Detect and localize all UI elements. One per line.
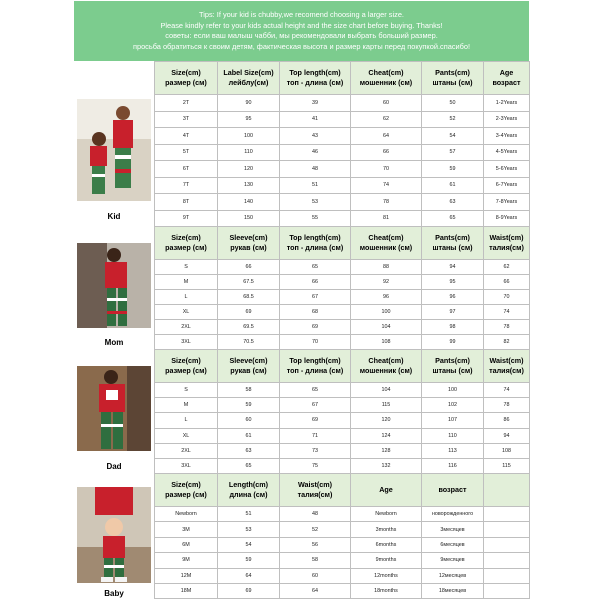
table-cell: 62 [351, 111, 422, 128]
table-cell: 70 [351, 161, 422, 178]
table-cell: 100 [218, 128, 280, 145]
table-cell: 59 [422, 161, 484, 178]
table-cell [484, 507, 530, 522]
table-cell: S [155, 260, 218, 275]
column-header-line: Top length(cm) [289, 68, 341, 77]
table-row [155, 144, 530, 161]
dad-section [74, 349, 529, 473]
table-row [155, 583, 530, 598]
table-cell: 95 [218, 111, 280, 128]
table-cell: 3месяцев [422, 522, 484, 537]
table-cell: 8-9Years [484, 210, 530, 227]
table-cell: 7-8Years [484, 194, 530, 211]
table-cell: 60 [351, 95, 422, 112]
table-cell: 115 [351, 398, 422, 413]
table-row [155, 335, 530, 350]
table-cell: 65 [280, 383, 351, 398]
table-cell: 2-3Years [484, 111, 530, 128]
tip-line-3: советы: если ваш малыш чабби, мы рекомендовали выбрать больший размер. [165, 31, 438, 40]
table-cell: 58 [280, 553, 351, 568]
column-header-line: размер (см) [165, 490, 207, 499]
column-header [280, 350, 351, 383]
mom-photo [77, 243, 151, 328]
table-cell: 58 [218, 383, 280, 398]
table-cell: 2XL [155, 443, 218, 458]
column-header [422, 227, 484, 260]
header-row [155, 62, 530, 95]
table-row [155, 210, 530, 227]
table-cell: S [155, 383, 218, 398]
table-cell: 120 [351, 413, 422, 428]
column-header-line: рукав (см) [230, 243, 267, 252]
table-cell: 97 [422, 305, 484, 320]
table-cell: 39 [280, 95, 351, 112]
table-cell: Newborn [155, 507, 218, 522]
table-cell: 64 [218, 568, 280, 583]
table-cell: 140 [218, 194, 280, 211]
column-header-line: талия(см) [489, 366, 524, 375]
table-cell: 48 [280, 507, 351, 522]
column-header [351, 227, 422, 260]
table-cell: 100 [351, 305, 422, 320]
column-header [422, 350, 484, 383]
column-header-line: Top length(cm) [289, 356, 341, 365]
table-cell: 104 [351, 320, 422, 335]
table-cell: 41 [280, 111, 351, 128]
table-cell: 8T [155, 194, 218, 211]
table-cell: 100 [422, 383, 484, 398]
tip-line-2: Please kindly refer to your kids actual height and the size chart before buying. Thanks! [160, 20, 443, 30]
table-cell: 55 [280, 210, 351, 227]
column-header-line: Waist(cm) [489, 233, 524, 242]
table-cell: 51 [280, 177, 351, 194]
table-cell: XL [155, 305, 218, 320]
table-cell: 104 [351, 383, 422, 398]
table-cell: 61 [422, 177, 484, 194]
column-header-line: Age [379, 485, 393, 494]
column-header [155, 474, 218, 507]
column-header [280, 62, 351, 95]
column-header [351, 350, 422, 383]
column-header [280, 474, 351, 507]
table-cell: 78 [351, 194, 422, 211]
column-header-line: Size(cm) [171, 68, 201, 77]
table-row [155, 507, 530, 522]
table-cell: 2XL [155, 320, 218, 335]
table-cell: 50 [422, 95, 484, 112]
table-cell: 69.5 [218, 320, 280, 335]
baby-photo [77, 487, 151, 583]
baby-size-table [154, 473, 530, 599]
column-header-line: Cheat(cm) [368, 233, 404, 242]
table-cell: 5-6Years [484, 161, 530, 178]
table-cell: 81 [351, 210, 422, 227]
column-header [155, 62, 218, 95]
column-header-line: Sleeve(cm) [229, 356, 268, 365]
table-cell: 86 [484, 413, 530, 428]
table-row [155, 428, 530, 443]
table-cell: L [155, 413, 218, 428]
table-row [155, 275, 530, 290]
table-row [155, 522, 530, 537]
column-header-line: Sleeve(cm) [229, 233, 268, 242]
column-header-line: возраст [438, 485, 467, 494]
column-header [280, 227, 351, 260]
table-cell: 12months [351, 568, 422, 583]
table-cell: 75 [280, 458, 351, 473]
table-cell: 74 [484, 305, 530, 320]
size-chart [74, 1, 529, 599]
table-cell: 65 [280, 260, 351, 275]
header-row [155, 474, 530, 507]
table-cell: 107 [422, 413, 484, 428]
table-cell: 96 [422, 290, 484, 305]
table-cell: 69 [280, 320, 351, 335]
table-cell: L [155, 290, 218, 305]
table-cell: 53 [280, 194, 351, 211]
column-header-line: Label Size(cm) [223, 68, 274, 77]
table-row [155, 537, 530, 552]
column-header-line: Cheat(cm) [368, 356, 404, 365]
table-row [155, 568, 530, 583]
table-cell: 73 [280, 443, 351, 458]
table-cell: 59 [218, 553, 280, 568]
table-row [155, 553, 530, 568]
table-cell: 66 [280, 275, 351, 290]
table-cell: 82 [484, 335, 530, 350]
table-cell: 53 [218, 522, 280, 537]
table-cell: 52 [280, 522, 351, 537]
table-cell: 3XL [155, 335, 218, 350]
table-cell: 6-7Years [484, 177, 530, 194]
table-cell [484, 537, 530, 552]
table-row [155, 458, 530, 473]
table-cell: 4-5Years [484, 144, 530, 161]
table-cell: 70.5 [218, 335, 280, 350]
table-cell: 60 [280, 568, 351, 583]
mom-size-table [154, 226, 530, 350]
column-header [484, 62, 530, 95]
column-header-line: мошенник (см) [359, 366, 413, 375]
table-cell: Newborn [351, 507, 422, 522]
column-header-line: штаны (см) [432, 78, 473, 87]
table-cell: 108 [351, 335, 422, 350]
table-cell: 56 [280, 537, 351, 552]
table-cell: 64 [280, 583, 351, 598]
table-cell: XL [155, 428, 218, 443]
table-cell: 12месяцев [422, 568, 484, 583]
baby-caption: Baby [104, 589, 124, 598]
table-cell: 69 [218, 583, 280, 598]
table-cell: 3XL [155, 458, 218, 473]
table-row [155, 177, 530, 194]
table-cell: 57 [422, 144, 484, 161]
table-cell: 124 [351, 428, 422, 443]
table-cell: 98 [422, 320, 484, 335]
table-row [155, 305, 530, 320]
column-header [351, 62, 422, 95]
column-header-line: Waist(cm) [489, 356, 524, 365]
column-header-line: Cheat(cm) [368, 68, 404, 77]
table-row [155, 194, 530, 211]
column-header [155, 227, 218, 260]
column-header-line: длина (см) [229, 490, 268, 499]
table-cell: 67 [280, 290, 351, 305]
table-cell: 95 [422, 275, 484, 290]
table-cell: 65 [422, 210, 484, 227]
table-cell: 120 [218, 161, 280, 178]
column-header-line: размер (см) [165, 78, 207, 87]
column-header-line: Waist(cm) [297, 480, 333, 489]
column-header [351, 474, 422, 507]
column-header-line: талия(см) [489, 243, 524, 252]
table-cell: 66 [484, 275, 530, 290]
table-cell: 3T [155, 111, 218, 128]
table-cell: 51 [218, 507, 280, 522]
table-cell: 94 [422, 260, 484, 275]
table-cell: M [155, 275, 218, 290]
column-header [218, 474, 280, 507]
table-row [155, 383, 530, 398]
header-row [155, 350, 530, 383]
table-cell: 94 [484, 428, 530, 443]
table-cell: 90 [218, 95, 280, 112]
table-row [155, 320, 530, 335]
table-cell: 63 [218, 443, 280, 458]
table-cell: 78 [484, 398, 530, 413]
header-row [155, 227, 530, 260]
table-cell: 128 [351, 443, 422, 458]
mom-caption: Mom [104, 338, 124, 347]
table-cell: 18месяцев [422, 583, 484, 598]
table-cell: 3-4Years [484, 128, 530, 145]
kid-section [74, 61, 529, 226]
tips-banner [74, 1, 529, 61]
tip-line-1: Tips: If your kid is chubby,we recomend choosing a larger size. [199, 10, 404, 19]
table-cell: 150 [218, 210, 280, 227]
table-cell: 2T [155, 95, 218, 112]
table-cell: 108 [484, 443, 530, 458]
column-header-line: возраст [492, 78, 521, 87]
column-header-line: мошенник (см) [359, 78, 413, 87]
table-cell: 74 [484, 383, 530, 398]
table-cell: 9месяцев [422, 553, 484, 568]
tip-line-4: просьба обратиться к своим детям, фактическая высота и размер карты перед покупкой.спасибо! [132, 41, 471, 51]
table-cell: 71 [280, 428, 351, 443]
table-cell: 78 [484, 320, 530, 335]
table-cell: 88 [351, 260, 422, 275]
table-row [155, 111, 530, 128]
table-cell: 63 [422, 194, 484, 211]
table-row [155, 413, 530, 428]
column-header-line: штаны (см) [432, 366, 473, 375]
column-header-line: мошенник (см) [359, 243, 413, 252]
column-header-line: размер (см) [165, 243, 207, 252]
table-cell [484, 568, 530, 583]
table-cell: 6месяцев [422, 537, 484, 552]
kid-photo [77, 99, 151, 201]
table-cell: 9T [155, 210, 218, 227]
table-cell: 102 [422, 398, 484, 413]
dad-caption: Dad [106, 462, 122, 471]
table-cell: 60 [218, 413, 280, 428]
table-cell: 68.5 [218, 290, 280, 305]
table-row [155, 128, 530, 145]
table-cell: 6T [155, 161, 218, 178]
table-cell: 7T [155, 177, 218, 194]
table-cell: 3months [351, 522, 422, 537]
column-header-line: Size(cm) [171, 233, 201, 242]
column-header [484, 227, 530, 260]
column-header [218, 350, 280, 383]
table-cell: 66 [218, 260, 280, 275]
table-cell: 6M [155, 537, 218, 552]
table-cell: 46 [280, 144, 351, 161]
column-header-line: талия(см) [297, 490, 333, 499]
table-cell: 99 [422, 335, 484, 350]
column-header-line: Age [499, 68, 514, 77]
column-header-line: Size(cm) [171, 480, 201, 489]
column-header [484, 350, 530, 383]
table-cell: 67 [280, 398, 351, 413]
table-cell [484, 522, 530, 537]
table-cell: 66 [351, 144, 422, 161]
table-cell: 116 [422, 458, 484, 473]
column-header-line: размер (см) [165, 366, 207, 375]
table-cell: 69 [280, 413, 351, 428]
table-cell: 113 [422, 443, 484, 458]
table-row [155, 95, 530, 112]
column-header-line: топ - длина (см) [286, 366, 344, 375]
column-header-line: Top length(cm) [289, 233, 341, 242]
column-header-line: штаны (см) [432, 243, 473, 252]
table-cell: 68 [280, 305, 351, 320]
table-cell [484, 553, 530, 568]
column-header [218, 62, 280, 95]
table-cell: 64 [351, 128, 422, 145]
dad-size-table [154, 349, 530, 474]
column-header-line: топ - длина (см) [286, 243, 344, 252]
table-cell: новорожденного [422, 507, 484, 522]
table-cell: 110 [422, 428, 484, 443]
table-cell: 74 [351, 177, 422, 194]
table-cell: 9months [351, 553, 422, 568]
table-row [155, 260, 530, 275]
table-cell: 70 [484, 290, 530, 305]
table-cell: 54 [422, 128, 484, 145]
column-header-line: Pants(cm) [435, 356, 470, 365]
column-header-line: Length(cm) [228, 480, 269, 489]
table-row [155, 161, 530, 178]
table-cell: 5T [155, 144, 218, 161]
table-cell: M [155, 398, 218, 413]
dad-photo [77, 366, 151, 451]
column-header-line: лейблу(см) [228, 78, 269, 87]
column-header-line: Pants(cm) [435, 68, 470, 77]
table-cell: 110 [218, 144, 280, 161]
table-row [155, 443, 530, 458]
table-cell: 130 [218, 177, 280, 194]
table-cell: 1-2Years [484, 95, 530, 112]
table-cell: 18months [351, 583, 422, 598]
table-cell: 132 [351, 458, 422, 473]
table-cell: 67.5 [218, 275, 280, 290]
kid-caption: Kid [107, 212, 121, 221]
table-cell: 92 [351, 275, 422, 290]
table-cell: 70 [280, 335, 351, 350]
mom-section [74, 226, 529, 349]
table-cell: 3M [155, 522, 218, 537]
table-cell: 4T [155, 128, 218, 145]
column-header-line: Size(cm) [171, 356, 201, 365]
table-cell: 65 [218, 458, 280, 473]
table-cell: 48 [280, 161, 351, 178]
column-header [484, 474, 530, 507]
table-cell: 54 [218, 537, 280, 552]
column-header [155, 350, 218, 383]
column-header [218, 227, 280, 260]
table-cell: 59 [218, 398, 280, 413]
column-header [422, 474, 484, 507]
column-header-line: топ - длина (см) [286, 78, 344, 87]
table-cell: 62 [484, 260, 530, 275]
table-cell [484, 583, 530, 598]
table-cell: 9M [155, 553, 218, 568]
kid-size-table [154, 61, 530, 227]
table-cell: 69 [218, 305, 280, 320]
table-cell: 12M [155, 568, 218, 583]
table-row [155, 398, 530, 413]
column-header-line: Pants(cm) [435, 233, 470, 242]
table-cell: 6months [351, 537, 422, 552]
column-header [422, 62, 484, 95]
table-cell: 43 [280, 128, 351, 145]
table-cell: 96 [351, 290, 422, 305]
table-row [155, 290, 530, 305]
table-cell: 52 [422, 111, 484, 128]
baby-section [74, 473, 529, 599]
table-cell: 115 [484, 458, 530, 473]
column-header-line: рукав (см) [230, 366, 267, 375]
table-cell: 18M [155, 583, 218, 598]
table-cell: 61 [218, 428, 280, 443]
